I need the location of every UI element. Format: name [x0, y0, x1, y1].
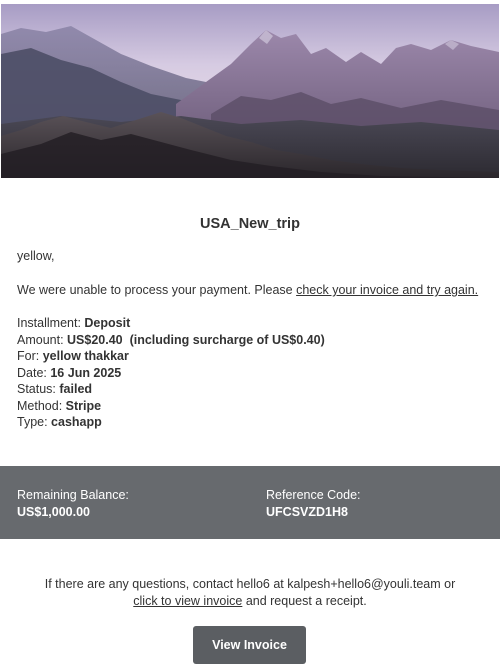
check-invoice-link[interactable]: check your invoice and try again.: [296, 283, 479, 297]
detail-method: Method: Stripe: [17, 398, 102, 413]
remaining-balance: [17, 487, 129, 521]
detail-type: Type: cashapp: [17, 415, 102, 429]
footer-contact: [0, 576, 500, 610]
detail-for: For: yellow thakkar: [17, 349, 129, 363]
detail-date: Date: 16 Jun 2025: [17, 365, 122, 380]
view-invoice-button[interactable]: View Invoice: [193, 626, 306, 664]
footer-line-2: click to view invoice and request a receipt.: [133, 594, 367, 608]
view-invoice-link[interactable]: click to view invoice: [133, 594, 243, 608]
payment-details: [17, 315, 325, 431]
remaining-balance-value: US$1,000.00: [17, 505, 90, 519]
detail-installment: Installment: Deposit: [17, 316, 131, 330]
reference-code-label: Reference Code:: [266, 488, 361, 502]
balance-band: [0, 466, 500, 539]
message-text: We were unable to process your payment. Please: [17, 283, 297, 297]
mountain-banner-image: [1, 4, 499, 178]
reference-code: [266, 487, 361, 521]
trip-title: USA_New_trip: [200, 216, 300, 232]
payment-failed-message: [17, 283, 478, 297]
remaining-balance-label: Remaining Balance:: [17, 488, 129, 502]
detail-status: Status: failed: [17, 382, 93, 396]
detail-amount: Amount: US$20.40 (including surcharge of US$0.40): [17, 332, 325, 347]
footer-line-1: If there are any questions, contact hello6 at kalpesh+hello6@youli.team or: [44, 577, 456, 591]
greeting: yellow,: [17, 249, 55, 263]
reference-code-value: UFCSVZD1H8: [266, 505, 348, 519]
